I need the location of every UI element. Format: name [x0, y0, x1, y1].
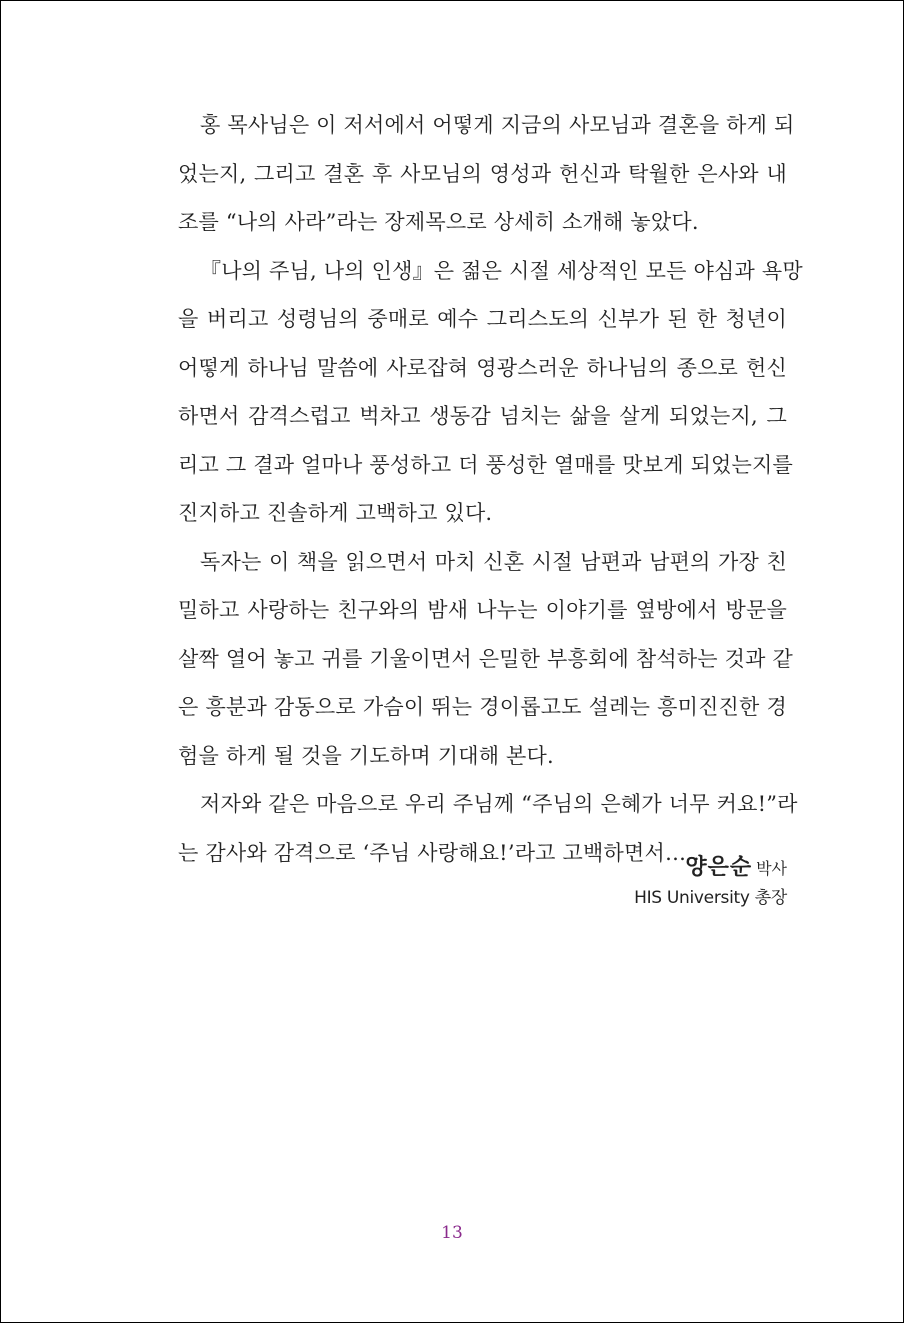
signature-name-row — [634, 851, 787, 885]
text-line-6: 어떻게 하나님 말씀에 사로잡혀 영광스러운 하나님의 종으로 헌신 — [178, 355, 787, 380]
text-line-4: 『나의 주님, 나의 인생』은 젊은 시절 세상적인 모든 야심과 욕망 — [200, 258, 803, 283]
text-line-8: 리고 그 결과 얼마나 풍성하고 더 풍성한 열매를 맛보게 되었는지를 — [178, 452, 793, 477]
signature-title: 박사 — [756, 859, 787, 878]
text-line-12: 살짝 열어 놓고 귀를 기울이면서 은밀한 부흥회에 참석하는 것과 같 — [178, 646, 793, 671]
signature-name: 양은순 — [685, 855, 753, 880]
text-line-7: 하면서 감격스럽고 벅차고 생동감 넘치는 삶을 살게 되었는지, 그 — [178, 404, 787, 428]
text-line-10: 독자는 이 책을 읽으면서 마치 신혼 시절 남편과 남편의 가장 친 — [200, 549, 787, 574]
text-line-1: 홍 목사님은 이 저서에서 어떻게 지금의 사모님과 결혼을 하게 되 — [200, 113, 795, 137]
signature-block — [634, 851, 787, 911]
text-line-15: 저자와 같은 마음으로 우리 주님께 “주님의 은혜가 너무 커요!”라 — [200, 792, 798, 816]
text-line-2: 었는지, 그리고 결혼 후 사모님의 영성과 헌신과 탁월한 은사와 내 — [178, 161, 787, 186]
body-text — [178, 101, 803, 877]
text-line-3: 조를 “나의 사라”라는 장제목으로 상세히 소개해 놓았다. — [178, 210, 699, 234]
text-line-13: 은 흥분과 감동으로 가슴이 뛰는 경이롭고도 설레는 흥미진진한 경 — [178, 695, 787, 719]
text-line-9: 진지하고 진솔하게 고백하고 있다. — [178, 501, 493, 525]
text-line-16: 는 감사와 감격으로 ‘주님 사랑해요!’라고 고백하면서… . — [178, 840, 700, 865]
page-number: 13 — [441, 1223, 463, 1243]
text-line-5: 을 버리고 성령님의 중매로 예수 그리스도의 신부가 된 한 청년이 — [178, 307, 787, 331]
signature-affiliation: HIS University 총장 — [634, 888, 787, 908]
text-line-14: 험을 하게 될 것을 기도하며 기대해 본다. — [178, 743, 554, 768]
text-line-11: 밀하고 사랑하는 친구와의 밤새 나누는 이야기를 옆방에서 방문을 — [178, 598, 787, 622]
